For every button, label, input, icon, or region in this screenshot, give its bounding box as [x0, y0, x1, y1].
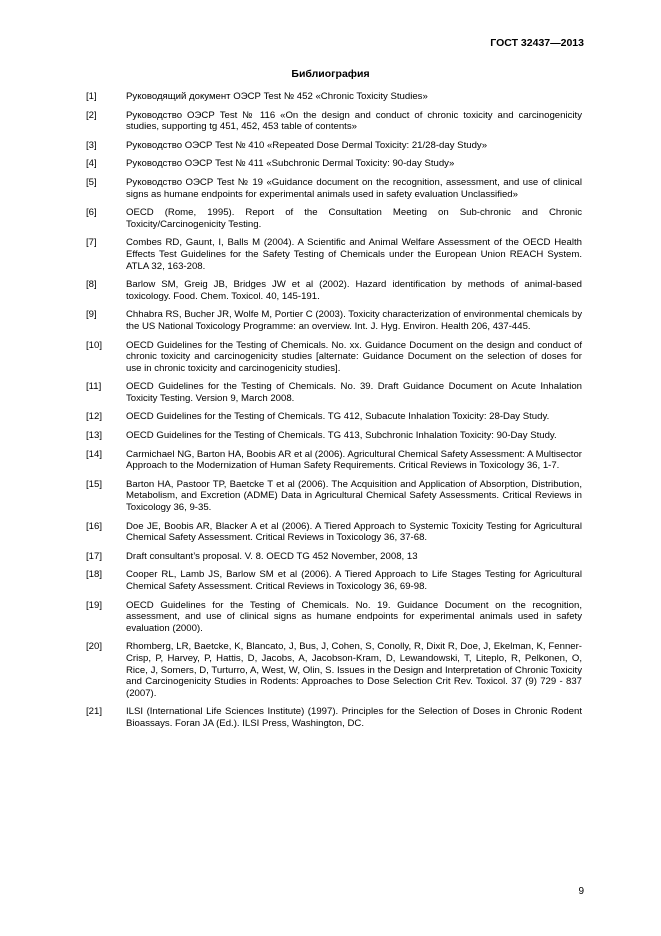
reference-number: [8]: [86, 279, 97, 291]
reference-item: [86, 91, 582, 103]
reference-text: Barton HA, Pastoor TP, Baetcke T et al (2006). The Acquisition and Application of Absorption, Distribution, Metabolism, and Excretion (ADME) Data in Agricultural Chemical Safety Assessments. Critical Reviews in Toxicology 36, 9-35.: [126, 478, 582, 514]
reference-item: [86, 237, 582, 272]
reference-text: Combes RD, Gaunt, I, Balls M (2004). A Scientific and Animal Welfare Assessment of the OECD Health Effects Test Guidelines for the Safety Testing of Chemicals under the European Union REACH System. ATLA 32, 163-208.: [126, 237, 582, 272]
reference-number: [6]: [86, 207, 97, 219]
reference-text: Doe JE, Boobis AR, Blacker A et al (2006). A Tiered Approach to Systemic Toxicity Testing for Agricultural Chemical Safety Assessment. Critical Reviews in Toxicology 36, 37-68.: [126, 520, 582, 544]
reference-text: OECD Guidelines for the Testing of Chemicals. TG 412, Subacute Inhalation Toxicity: 28-Day Study.: [126, 411, 550, 423]
reference-item: [86, 551, 582, 563]
reference-text: Руководство ОЭСР Test № 411 «Subchronic Dermal Toxicity: 90-day Study»: [126, 158, 455, 170]
reference-item: [86, 381, 582, 404]
reference-number: [10]: [86, 339, 103, 351]
reference-item: [86, 207, 582, 230]
reference-number: [14]: [86, 448, 103, 460]
reference-number: [4]: [86, 158, 97, 170]
reference-text: Rhomberg, LR, Baetcke, K, Blancato, J, Bus, J, Cohen, S, Conolly, R, Dixit R, Doe, J, Ekelman, K, Fenner-Crisp, P, Harvey, P, Hattis, D, Jacobs, A, Jacobson-Kram, D, Lewandowski, T, Liteplo, R, Pelkonen, O, Rice, J, Somers, D, Turturro, A, West, W, Olin, S. Issues in the Design and Interpretation of Chronic Toxicity and Carcinogenicity Studies in Rodents: Approaches to Dose Selection Crit Rev. Toxicol. 37 (9) 729 - 837 (2007).: [126, 641, 582, 699]
reference-number: [2]: [86, 109, 97, 121]
reference-number: [12]: [86, 411, 103, 423]
standard-number: ГОСТ 32437—2013: [490, 37, 584, 49]
reference-item: [86, 177, 582, 200]
reference-item: [86, 110, 582, 133]
reference-number: [5]: [86, 176, 97, 188]
reference-number: [11]: [86, 381, 102, 393]
reference-number: [15]: [86, 478, 103, 490]
reference-text: OECD (Rome, 1995). Report of the Consultation Meeting on Sub-chronic and Chronic Toxicity/Carcinogenicity Testing.: [126, 207, 582, 230]
reference-text: Draft consultant’s proposal. V. 8. OECD TG 452 November, 2008, 13: [126, 550, 418, 562]
reference-item: [86, 521, 582, 544]
reference-list: [86, 91, 582, 737]
reference-number: [21]: [86, 706, 103, 718]
reference-number: [9]: [86, 309, 97, 321]
reference-text: OECD Guidelines for the Testing of Chemicals. TG 413, Subchronic Inhalation Toxicity: 90-Day Study.: [126, 430, 557, 442]
page-number: 9: [578, 886, 584, 897]
reference-item: [86, 569, 582, 592]
reference-item: [86, 411, 582, 423]
reference-text: Руководство ОЭСР Test № 19 «Guidance document on the recognition, assessment, and use of clinical signs as humane endpoints for experimental animals used in safety evaluation Unclassified»: [126, 176, 582, 200]
reference-item: [86, 279, 582, 302]
reference-text: Руководство ОЭСР Test № 116 «On the design and conduct of chronic toxicity and carcinogenicity studies, supporting tg 451, 452, 453 table of contents»: [126, 109, 582, 133]
reference-number: [1]: [86, 91, 97, 102]
reference-item: [86, 309, 582, 332]
reference-number: [18]: [86, 569, 103, 581]
reference-text: ILSI (International Life Sciences Institute) (1997). Principles for the Selection of Doses in Chronic Rodent Bioassays. Foran JA (Ed.). ILSI Press, Washington, DC.: [126, 706, 582, 729]
reference-text: Carmichael NG, Barton HA, Boobis AR et al (2006). Agricultural Chemical Safety Assessment: A Multisector Approach to the Modernization of Human Safety Requirements. Critical Reviews in Toxicology 36, 1-7.: [126, 448, 582, 472]
reference-number: [3]: [86, 139, 97, 151]
reference-number: [16]: [86, 520, 103, 532]
reference-text: Руководство ОЭСР Test № 410 «Repeated Dose Dermal Toxicity: 21/28-day Study»: [126, 139, 488, 151]
reference-number: [17]: [86, 550, 103, 562]
reference-item: [86, 706, 582, 729]
reference-number: [19]: [86, 599, 103, 611]
bibliography-heading: Библиография: [291, 68, 370, 80]
reference-item: [86, 340, 582, 375]
reference-text: OECD Guidelines for the Testing of Chemicals. No. xx. Guidance Document on the design and conduct of chronic toxicity and carcinogenicity studies [alternate: Guidance Document on the selection of doses for use in chronic toxicity and carcinogenicity studies].: [126, 339, 582, 374]
reference-item: [86, 600, 582, 635]
reference-item: [86, 641, 582, 699]
reference-item: [86, 430, 582, 442]
reference-number: [13]: [86, 430, 103, 442]
reference-text: Руководящий документ ОЭСР Test № 452 «Chronic Toxicity Studies»: [126, 91, 428, 102]
reference-item: [86, 449, 582, 472]
reference-item: [86, 140, 582, 152]
reference-text: Barlow SM, Greig JB, Bridges JW et al (2002). Hazard identification by methods of animal-based toxicology. Food. Chem. Toxicol. 40, 145-191.: [126, 279, 582, 302]
reference-item: [86, 479, 582, 514]
reference-text: OECD Guidelines for the Testing of Chemicals. No. 39. Draft Guidance Document on Acute Inhalation Toxicity Testing. Version 9, March 2008.: [126, 381, 582, 404]
reference-item: [86, 158, 582, 170]
reference-number: [20]: [86, 641, 103, 653]
reference-text: OECD Guidelines for the Testing of Chemicals. No. 19. Guidance Document on the recognition, assessment, and use of clinical signs as humane endpoints for experimental animals used in safety evaluation (2000).: [126, 599, 582, 634]
reference-number: [7]: [86, 237, 97, 249]
reference-text: Cooper RL, Lamb JS, Barlow SM et al (2006). A Tiered Approach to Life Stages Testing for Agricultural Chemical Safety Assessment. Critical Reviews in Toxicology 36, 69-98.: [126, 569, 582, 592]
reference-text: Chhabra RS, Bucher JR, Wolfe M, Portier C (2003). Toxicity characterization of environmental chemicals by the US National Toxicology Programme: an overview. Int. J. Hyg. Environ. Health 206, 437-445.: [126, 309, 582, 332]
